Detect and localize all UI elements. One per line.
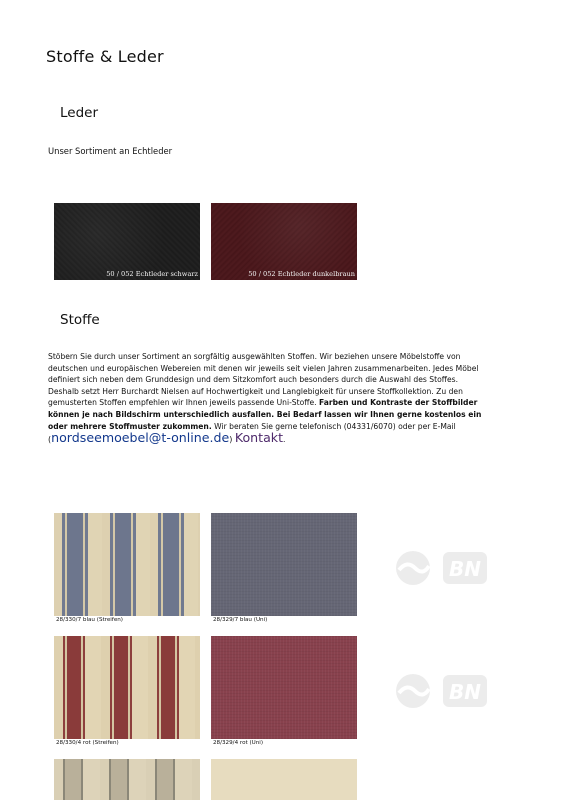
fabric-swatch-cream-uni[interactable] <box>211 759 357 800</box>
swatch-caption: 28/329/7 blau (Uni) <box>213 617 268 623</box>
page-title: Stoffe & Leder <box>46 47 164 66</box>
leather-swatch-black[interactable] <box>54 203 200 280</box>
watermark-wave-icon <box>393 671 493 711</box>
watermark-logo <box>393 671 493 711</box>
swatch-caption: 28/330/7 blau (Streifen) <box>56 617 123 623</box>
watermark-logo <box>393 548 493 588</box>
watermark-wave-icon <box>393 548 493 588</box>
email-link[interactable]: nordseemoebel@t-online.de <box>51 430 230 446</box>
kontakt-link[interactable]: Kontakt <box>234 430 284 446</box>
watermark-text: BN <box>449 557 481 581</box>
paren-close: ) <box>229 435 233 445</box>
leder-heading: Leder <box>60 105 99 121</box>
swatch-caption: 28/330/4 rot (Streifen) <box>56 740 119 746</box>
swatch-caption: 50 / 052 Echtleder dunkelbraun <box>248 270 355 278</box>
intro-text-part: Stöbern Sie durch unser Sortiment an sorgfältig ausgewählten Stoffen. Wir beziehen unsere Möbelstoffe von deutschen und europäischen Webereien mit denen wir jeweils seit vielen Jahren zusammenarbeiten. Jedes Möbel definiert sich neben dem Grunddesign und dem Sitzkomfort auch besonders durch die Auswahl des Stoffes. Deshalb setzt Herr Burchardt Nielsen auf Hochwertigkeit und Langlebigkeit für unsere Stoffkollektion. Zu den gemusterten Stoffen empfehlen wir Ihnen jeweils passende Uni-Stoffe. <box>48 352 479 408</box>
leder-subtitle: Unser Sortiment an Echtleder <box>48 146 173 156</box>
stoffe-heading: Stoffe <box>60 312 100 328</box>
fabric-swatch-red-uni[interactable] <box>211 636 357 739</box>
intro-text-part: Wir beraten Sie gerne telefonisch (04331/6070) oder per E-Mail <box>211 421 456 431</box>
fabric-swatch-blue-stripes[interactable] <box>54 513 200 616</box>
watermark-text: BN <box>449 680 481 704</box>
fabric-swatch-grey-stripes[interactable] <box>54 759 200 800</box>
paren-open: ( <box>48 435 52 445</box>
intro-bold-note: Farben und Kontraste der Stoffbilder können je nach Bildschirm unterschiedlich ausfallen. Bei Bedarf lassen wir Ihnen gerne kostenlos ein oder mehrere Stoffmuster zukommen. <box>48 398 482 431</box>
leather-swatch-brown[interactable] <box>211 203 357 280</box>
fabric-swatch-red-stripes[interactable] <box>54 636 200 739</box>
stoffe-intro-text <box>48 351 488 446</box>
swatch-caption: 28/329/4 rot (Uni) <box>213 740 264 746</box>
period: . <box>283 435 286 445</box>
fabric-swatch-blue-uni[interactable] <box>211 513 357 616</box>
swatch-caption: 50 / 052 Echtleder schwarz <box>106 270 198 278</box>
